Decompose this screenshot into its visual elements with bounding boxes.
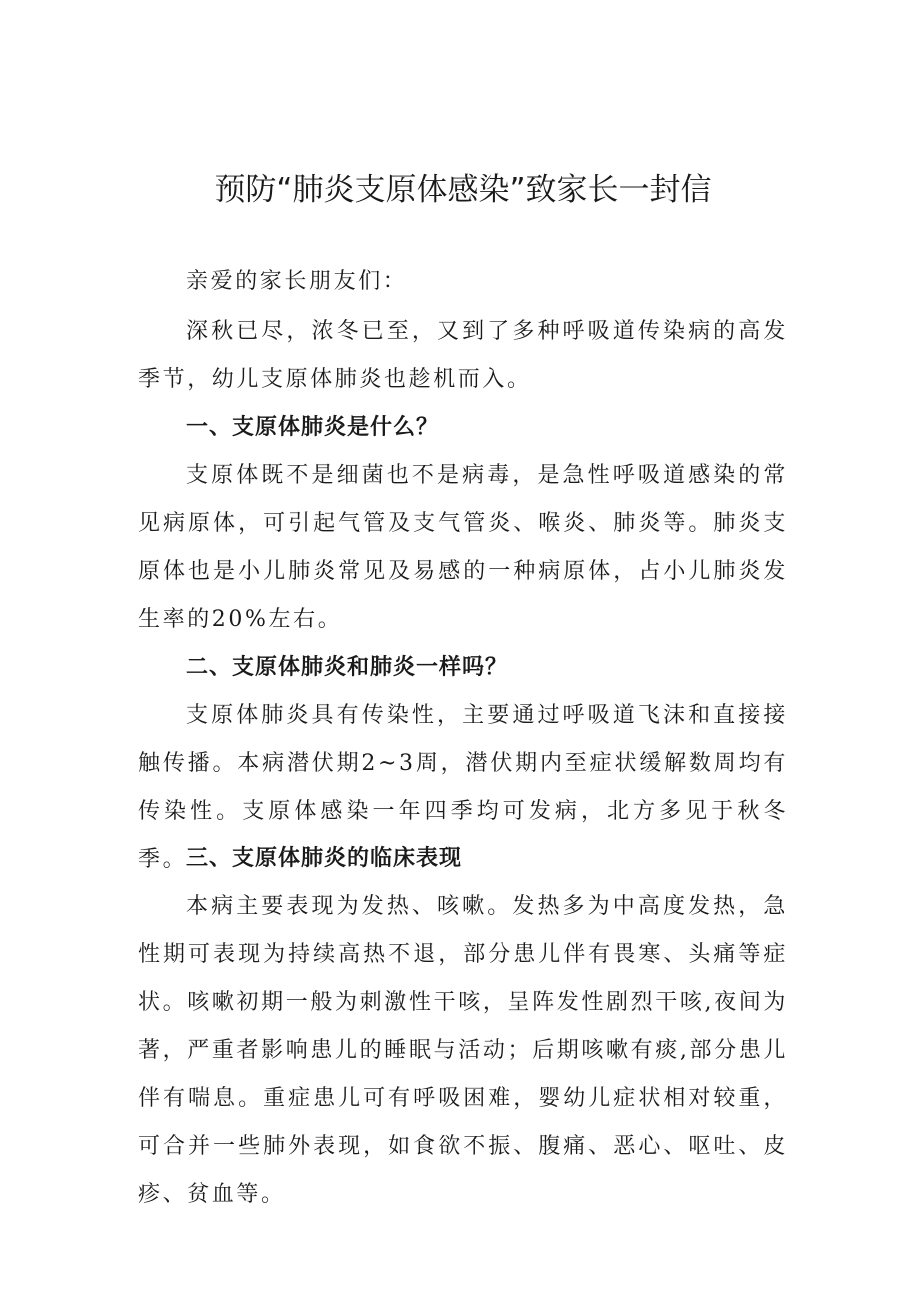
greeting: 亲爱的家长朋友们：: [186, 269, 408, 294]
section-heading-1: 一、支原体肺炎是什么？: [186, 415, 440, 440]
section-body-2: 支原体肺炎具有传染性，主要通过呼吸道飞沫和直接接触传播。本病潜伏期2~3周，潜伏期内至症状缓解数周均有传染性。支原体感染一年四季均可发病，北方多见于秋冬季。: [138, 703, 788, 872]
intro-paragraph: 深秋已尽，浓冬已至，又到了多种呼吸道传染病的高发季节，幼儿支原体肺炎也趁机而入。: [138, 319, 788, 392]
document-title: 预防“肺炎支原体感染”致家长一封信: [214, 172, 712, 208]
section-heading-2: 二、支原体肺炎和肺炎一样吗？: [186, 655, 509, 680]
section-heading-3: 三、支原体肺炎的临床表现: [186, 846, 463, 871]
section-body-3: 本病主要表现为发热、咳嗽。发热多为中高度发热，急性期可表现为持续高热不退，部分患儿伴有畏寒、头痛等症状。咳嗽初期一般为刺激性干咳，呈阵发性剧烈干咳,夜间为著，严重者影响患儿的睡眠与活动；后期咳嗽有痰,部分患儿伴有喘息。重症患儿可有呼吸困难，婴幼儿症状相对较重，可合并一些肺外表现，如食欲不振、腹痛、恶心、呕吐、皮疹、贫血等。: [138, 894, 788, 1207]
section-body-1: 支原体既不是细菌也不是病毒，是急性呼吸道感染的常见病原体，可引起气管及支气管炎、喉炎、肺炎等。肺炎支原体也是小儿肺炎常见及易感的一种病原体，占小儿肺炎发生率的20%左右。: [138, 463, 788, 632]
